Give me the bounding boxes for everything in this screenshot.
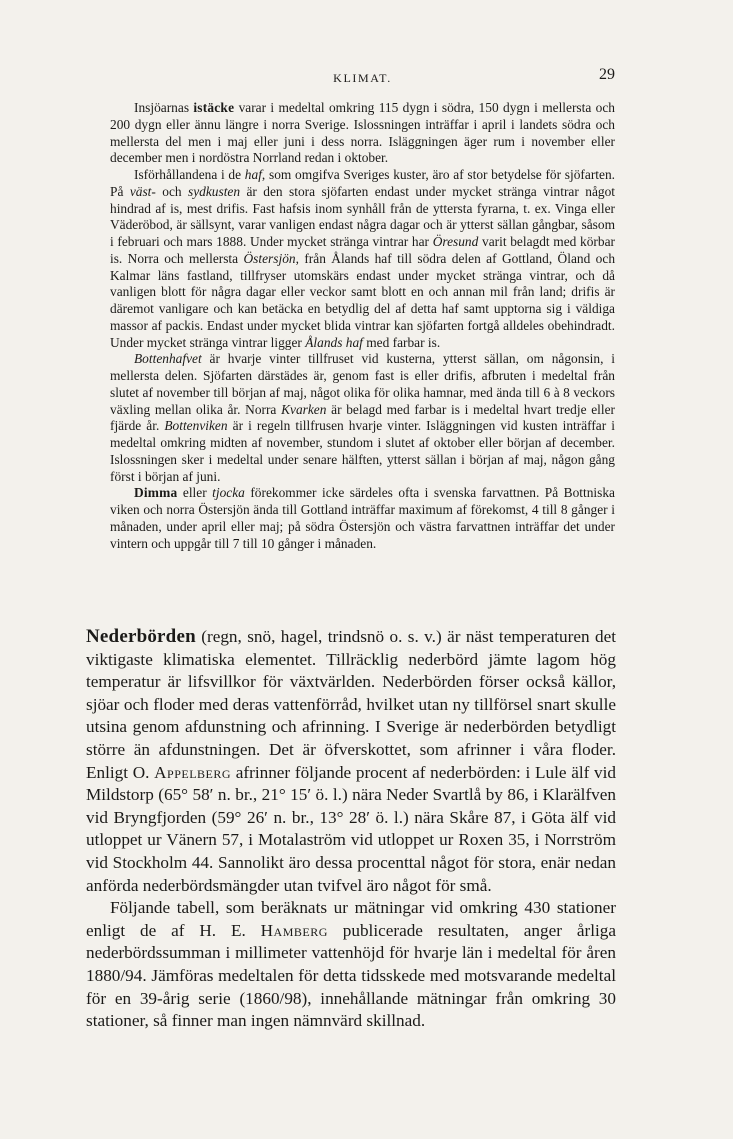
paragraph-lake-ice: Insjöarnas istäcke varar i medeltal omkring 115 dygn i södra, 150 dygn i mellersta och 200 dygn eller ännu längre i norra Sverige. Islossningen inträffar i april i landets södra och mellersta del men i maj eller juni i dess norra. Isläggningen äger rum i november eller december men i nordöstra Norrland redan i oktober. — [110, 100, 615, 166]
term-nederborden: Nederbörden — [86, 626, 196, 647]
page-number: 29 — [599, 66, 615, 83]
precipitation-section — [86, 626, 616, 1033]
term-istacke: istäcke — [193, 100, 235, 115]
paragraph-bottenhafvet: Bottenhafvet är hvarje vinter tillfruset vid kusterna, ytterst sällan, om någonsin, i mellersta delen. Sjöfarten därstädes är, genom fast is eller drifis, afbruten i medeltal från slutet af november till början af maj, något olika för olika hamnar, med ända till 6 à 8 veckors växling mellan olika år. Norra Kvarken är belagd med farbar is i medeltal hvart tredje eller fjärde år. Bottenviken är i regeln tillfrusen hvarje vinter. Isläggningen vid kusten inträffar i medeltal omkring midten af november, stundom i slutet af oktober eller början af december. Islossningen sker i medeltal under senare hälften, ytterst sällan i början af maj, någon gång först i början af juni. — [110, 351, 616, 484]
paragraph-sea-ice: Isförhållandena i de haf, som omgifva Sveriges kuster, äro af stor betydelse för sjöfarten. På väst- och sydkusten är den stora sjöfarten endast under mycket stränga vintrar något hindrad af is, mest drifis. Fast hafsis inom synhåll från de yttersta fyrarna, t. ex. Vinga eller Väderöbod, är sällsynt, varar vanligen endast några dagar och är ytterst sällan gångbar, såsom i februari och mars 1888. Under mycket stränga vintrar har Öresund varit belagdt med körbar is. Norra och mellersta Östersjön, från Ålands haf till södra delen af Gottland, Öland och Kalmar läns fastland, tillfryser utomskärs endast under mycket stränga vintrar, och då vanligen blott för några dagar eller veckor samt blott en och annan mil från land; drifis är däremot vanligare och kan betäcka en betydlig del af detta haf samt upptorna sig i väldiga massor af packis. Endast under mycket blida vintrar kan sjöfarten fortgå alldeles obehindradt. Under mycket stränga vintrar ligger Ålands haf med farbar is. — [110, 167, 616, 350]
paragraph-precipitation: Nederbörden (regn, snö, hagel, trindsnö o. s. v.) är näst temperaturen det viktigaste klimatiska elementet. Tillräcklig nederbörd jämte lagom hög temperatur är lifsvillkor för växtvärlden. Nederbörden förser också källor, sjöar och floder med deras vattenförråd, hvilket utan ny tillförsel snart skulle utsina genom afdunstning och afrinning. I Sverige är nederbörden betydligt större än afdunstningen. Det är öfverskottet, som afrinner i våra floder. Enligt O. Appelberg afrinner följande procent af nederbörden: i Lule älf vid Mildstorp (65° 58′ n. br., 21° 15′ ö. l.) nära Neder Svartlå by 86, i Klarälfven vid Bryngfjorden (59° 26′ n. br., 13° 28′ ö. l.) nära Skåre 87, i Göta älf vid utloppet ur Vänern 57, i Motalaström vid utloppet ur Roxen 35, i Norrström vid Stockholm 44. Sannolikt äro dessa procenttal något för stora, enär nedan anförda nederbördsmängder utan tvifvel äro något för små. — [86, 626, 616, 895]
running-title: KLIMAT. — [333, 71, 392, 85]
ice-and-fog-section — [110, 100, 615, 552]
page-header — [110, 66, 615, 88]
paragraph-fog: Dimma eller tjocka förekommer icke särdeles ofta i svenska farvattnen. På Bottniska viken och norra Östersjön ända till Gottland inträffar maximum af förekomst, 4 till 8 gånger i månaden, under april eller maj; på södra Östersjön och västra farvattnen inträffar det under vintern och uppgår till 7 till 10 gånger i månaden. — [110, 485, 615, 551]
paragraph-table-intro: Följande tabell, som beräknats ur mätningar vid omkring 430 stationer enligt de af H. E. Hamberg publicerade resultaten, anger årliga nederbördssumman i millimeter vattenhöjd för hvarje län i medeltal för åren 1880/94. Jämföras medeltalen för detta tidsskede med motsvarande medeltal för en 39-årig serie (1860/98), innehållande mätningar från omkring 30 stationer, så finner man ingen nämnvärd skillnad. — [86, 898, 616, 1031]
term-dimma: Dimma — [134, 485, 178, 501]
